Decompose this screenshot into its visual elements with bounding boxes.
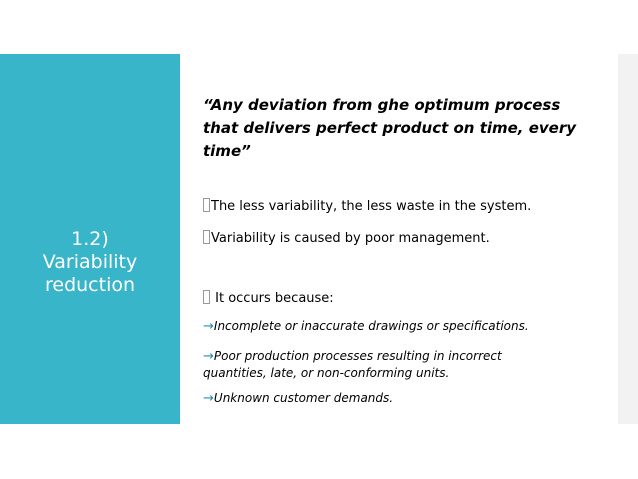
point-text: Variability is caused by poor management. [211,231,490,246]
reason-production [203,348,543,381]
reason-text: Unknown customer demands. [213,391,394,405]
content-area [203,94,608,406]
bullet-marker [203,198,210,212]
arrow-icon: → [203,391,214,406]
reason-drawings [203,318,529,335]
arrow-icon: → [203,349,214,364]
point-occurs-because [203,290,334,307]
section-title-line-2: Variability [42,251,138,273]
bullet-marker [203,290,210,304]
arrow-icon: → [203,319,214,334]
reason-text: Poor production processes resulting in incorrect quantities, late, or non-conforming units. [203,349,502,380]
section-title [0,228,180,297]
definition-quote: “Any deviation from ghe optimum process that delivers perfect product on time, every time” [203,96,577,160]
point-text: The less variability, the less waste in the system. [211,199,532,214]
right-edge-strip [618,54,638,424]
point-text: It occurs because: [211,291,334,306]
reason-text: Incomplete or inaccurate drawings or specifications. [213,319,529,333]
sidebar [0,54,180,424]
reason-customer-demands [203,390,393,407]
bullet-marker [203,230,210,244]
point-less-variability [203,198,531,215]
section-title-line-1: 1.2) [71,228,109,250]
point-poor-management [203,230,490,247]
section-title-line-3: reduction [44,274,136,296]
